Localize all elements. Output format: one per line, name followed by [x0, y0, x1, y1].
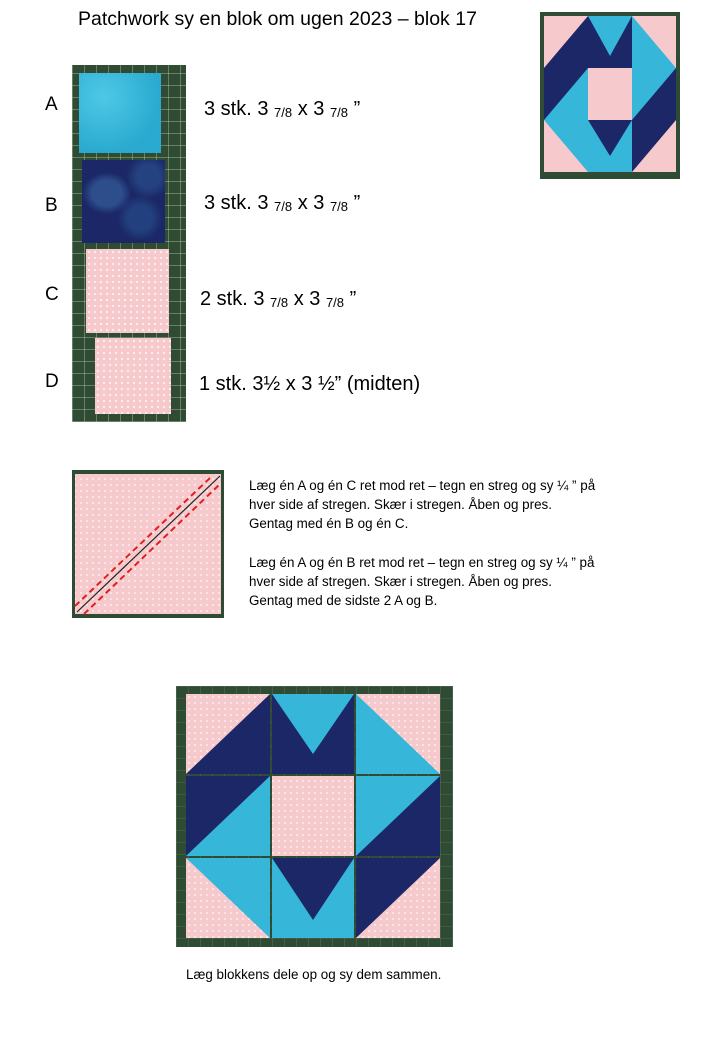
fraction: 7/8	[325, 295, 345, 310]
measurement-b	[204, 192, 360, 215]
fabric-a-turquoise	[79, 73, 161, 153]
page-title: Patchwork sy en blok om ugen 2023 – blok 17	[78, 8, 477, 30]
fraction: 7/8	[270, 295, 289, 310]
times-text: x 3	[293, 288, 321, 310]
unit: ”	[353, 98, 361, 120]
fabric-d-pink	[95, 338, 171, 414]
instruction-line: hver side af stregen. Skær i stregen. Åben og pres.	[249, 497, 552, 512]
fraction: 7/8	[274, 199, 293, 214]
fraction: 7/8	[274, 105, 293, 120]
count-text: 3 stk. 3	[204, 98, 269, 120]
instruction-line: Gentag med én B og én C.	[249, 516, 409, 531]
measurement-a	[204, 98, 360, 121]
fabric-b-navy	[82, 160, 165, 243]
times-text: x 3	[297, 98, 325, 120]
instruction-line: Læg én A og én C ret mod ret – tegn en streg og sy ¼ ” på	[249, 478, 596, 493]
unit: ”	[349, 288, 357, 310]
fraction: 7/8	[329, 105, 349, 120]
fabric-c-pink	[86, 249, 169, 333]
times-text: x 3	[297, 192, 325, 214]
block-layout-photo	[176, 686, 453, 947]
piece-letter-b: B	[45, 195, 58, 216]
seam-diagram-photo	[72, 470, 224, 618]
instructions-paragraph-2	[249, 553, 594, 610]
fabric-pieces-photo	[72, 65, 186, 422]
measurement-d: 1 stk. 3½ x 3 ½” (midten)	[199, 373, 421, 395]
finished-block-photo	[540, 12, 680, 179]
instruction-line: Læg én A og én B ret mod ret – tegn en streg og sy ¼ ” på	[249, 555, 595, 570]
piece-letter-d: D	[45, 371, 59, 392]
fraction: 7/8	[329, 199, 349, 214]
piece-letter-a: A	[45, 94, 58, 115]
instruction-line: hver side af stregen. Skær i stregen. Åben og pres.	[249, 574, 552, 589]
count-text: 3 stk. 3	[204, 192, 269, 214]
count-text: 2 stk. 3	[200, 288, 265, 310]
layout-caption: Læg blokkens dele op og sy dem sammen.	[186, 967, 442, 982]
piece-letter-c: C	[45, 284, 59, 305]
measurement-c	[200, 288, 356, 311]
unit: ”	[353, 192, 361, 214]
instruction-line: Gentag med de sidste 2 A og B.	[249, 593, 438, 608]
instructions-paragraph-1	[249, 476, 595, 533]
